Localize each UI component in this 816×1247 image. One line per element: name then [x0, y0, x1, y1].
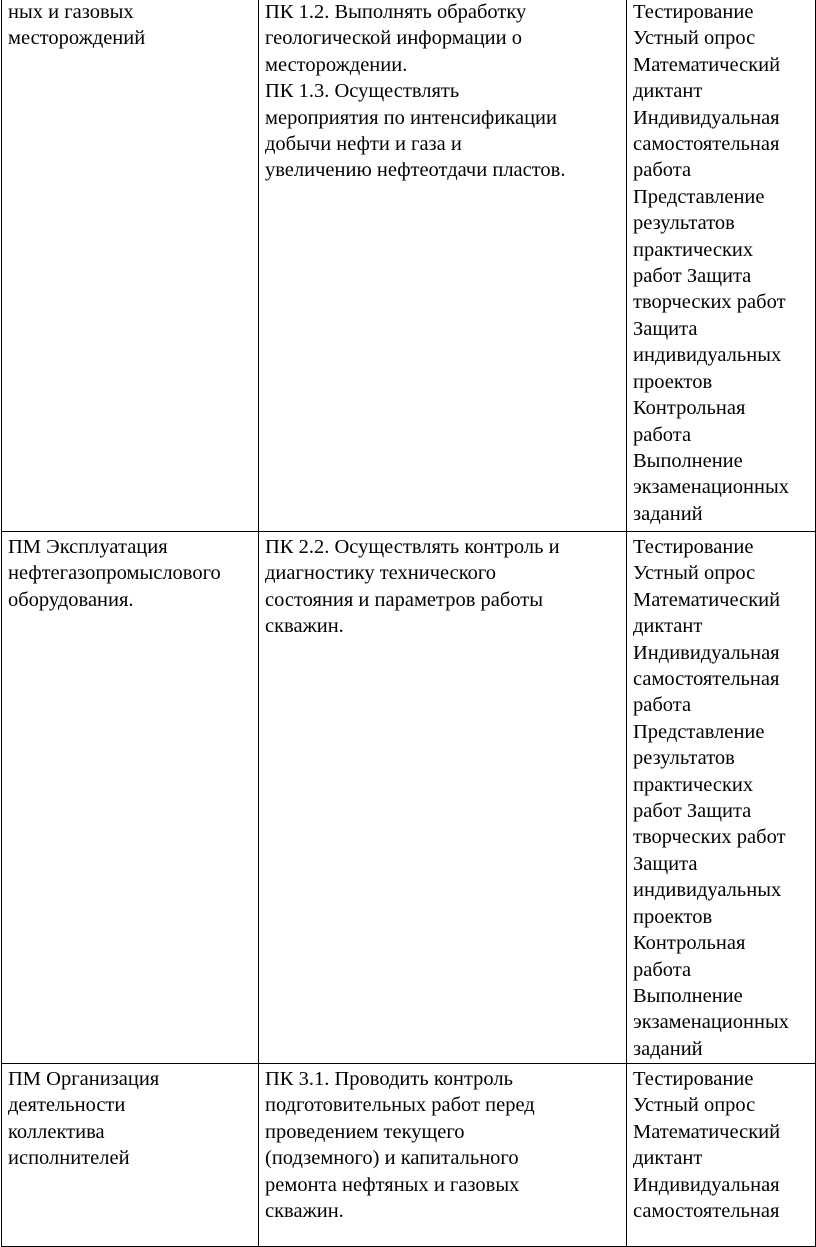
assessment-line: заданий	[633, 1037, 703, 1060]
assessment-line: Индивидуальная	[633, 1173, 780, 1196]
competency-line: мероприятия по интенсификации	[265, 106, 557, 129]
assessment-cell	[627, 0, 816, 532]
competency-table	[1, 0, 816, 1247]
assessment-line: работа	[633, 694, 692, 717]
assessment-cell	[627, 1064, 816, 1247]
module-line: нефтегазопромыслового	[8, 562, 221, 585]
module-line: ПМ Эксплуатация	[8, 536, 168, 558]
module-cell	[2, 1064, 259, 1247]
module-line: месторождений	[8, 27, 146, 50]
assessment-line: диктант	[633, 1147, 703, 1170]
assessment-line: проектов	[633, 370, 713, 393]
assessment-line: творческих работ	[633, 291, 786, 314]
assessment-line: Защита	[633, 317, 698, 340]
competency-line: месторождении.	[265, 53, 408, 76]
competency-cell	[259, 1064, 627, 1247]
competency-line: подготовительных работ перед	[265, 1094, 535, 1117]
assessment-line: работа	[633, 958, 692, 981]
module-line: коллектива	[8, 1120, 105, 1143]
assessment-line: диктант	[633, 80, 703, 103]
competency-line: ремонта нефтяных и газовых	[265, 1173, 520, 1196]
competency-line: добычи нефти и газа и	[265, 133, 462, 156]
competency-line: ПК 1.3. Осуществлять	[265, 80, 460, 103]
assessment-line: Индивидуальная	[633, 641, 780, 664]
assessment-line: Выполнение	[633, 449, 743, 472]
assessment-line: самостоятельная	[633, 1200, 780, 1223]
module-cell	[2, 0, 259, 532]
table-row	[2, 532, 816, 1064]
assessment-line: проектов	[633, 905, 713, 928]
assessment-line: Контрольная	[633, 397, 746, 420]
competency-line: ПК 2.2. Осуществлять контроль и	[265, 536, 560, 558]
competency-line: скважин.	[265, 1200, 344, 1223]
assessment-line: самостоятельная	[633, 133, 780, 156]
assessment-line: Математический	[633, 588, 781, 611]
assessment-line: практических	[633, 238, 754, 261]
assessment-line: Тестирование	[633, 536, 754, 558]
module-line: оборудования.	[8, 588, 134, 611]
assessment-line: Выполнение	[633, 984, 743, 1007]
assessment-line: диктант	[633, 615, 703, 638]
competency-line: увеличению нефтеотдачи пластов.	[265, 159, 566, 182]
table-row	[2, 1064, 816, 1247]
assessment-line: Устный опрос	[633, 562, 756, 585]
assessment-line: творческих работ	[633, 826, 786, 849]
assessment-line: работа	[633, 423, 692, 446]
assessment-line: Устный опрос	[633, 27, 756, 50]
competency-line: состояния и параметров работы	[265, 588, 544, 611]
assessment-line: самостоятельная	[633, 668, 780, 691]
competency-line: геологической информации о	[265, 27, 522, 50]
assessment-line: Представление	[633, 185, 765, 208]
assessment-line: индивидуальных	[633, 879, 782, 902]
module-cell	[2, 532, 259, 1064]
assessment-line: Тестирование	[633, 1, 754, 23]
competency-line: ПК 1.2. Выполнять обработку	[265, 1, 527, 23]
assessment-line: Устный опрос	[633, 1094, 756, 1117]
assessment-line: Тестирование	[633, 1068, 754, 1090]
competency-line: ПК 3.1. Проводить контроль	[265, 1068, 513, 1090]
assessment-line: Представление	[633, 720, 765, 743]
competency-line: диагностику технического	[265, 562, 497, 585]
competency-cell	[259, 532, 627, 1064]
assessment-line: работ Защита	[633, 265, 752, 288]
assessment-cell	[627, 532, 816, 1064]
competency-line: скважин.	[265, 615, 344, 638]
assessment-line: работ Защита	[633, 800, 752, 823]
competency-cell	[259, 0, 627, 532]
table-row	[2, 0, 816, 532]
assessment-line: Индивидуальная	[633, 106, 780, 129]
competency-line: проведением текущего	[265, 1120, 465, 1143]
assessment-line: Контрольная	[633, 932, 746, 955]
assessment-line: заданий	[633, 502, 703, 525]
assessment-line: результатов	[633, 212, 735, 235]
assessment-line: экзаменационных	[633, 1011, 789, 1034]
module-line: исполнителей	[8, 1147, 130, 1170]
assessment-line: работа	[633, 159, 692, 182]
assessment-line: индивидуальных	[633, 344, 782, 367]
assessment-line: практических	[633, 773, 754, 796]
assessment-line: Защита	[633, 852, 698, 875]
module-line: деятельности	[8, 1094, 126, 1117]
assessment-line: экзаменационных	[633, 476, 789, 499]
assessment-line: Математический	[633, 1120, 781, 1143]
competency-line: (подземного) и капитального	[265, 1147, 519, 1170]
module-line: ПМ Организация	[8, 1068, 160, 1090]
assessment-line: результатов	[633, 747, 735, 770]
module-line: ных и газовых	[8, 1, 134, 23]
assessment-line: Математический	[633, 53, 781, 76]
